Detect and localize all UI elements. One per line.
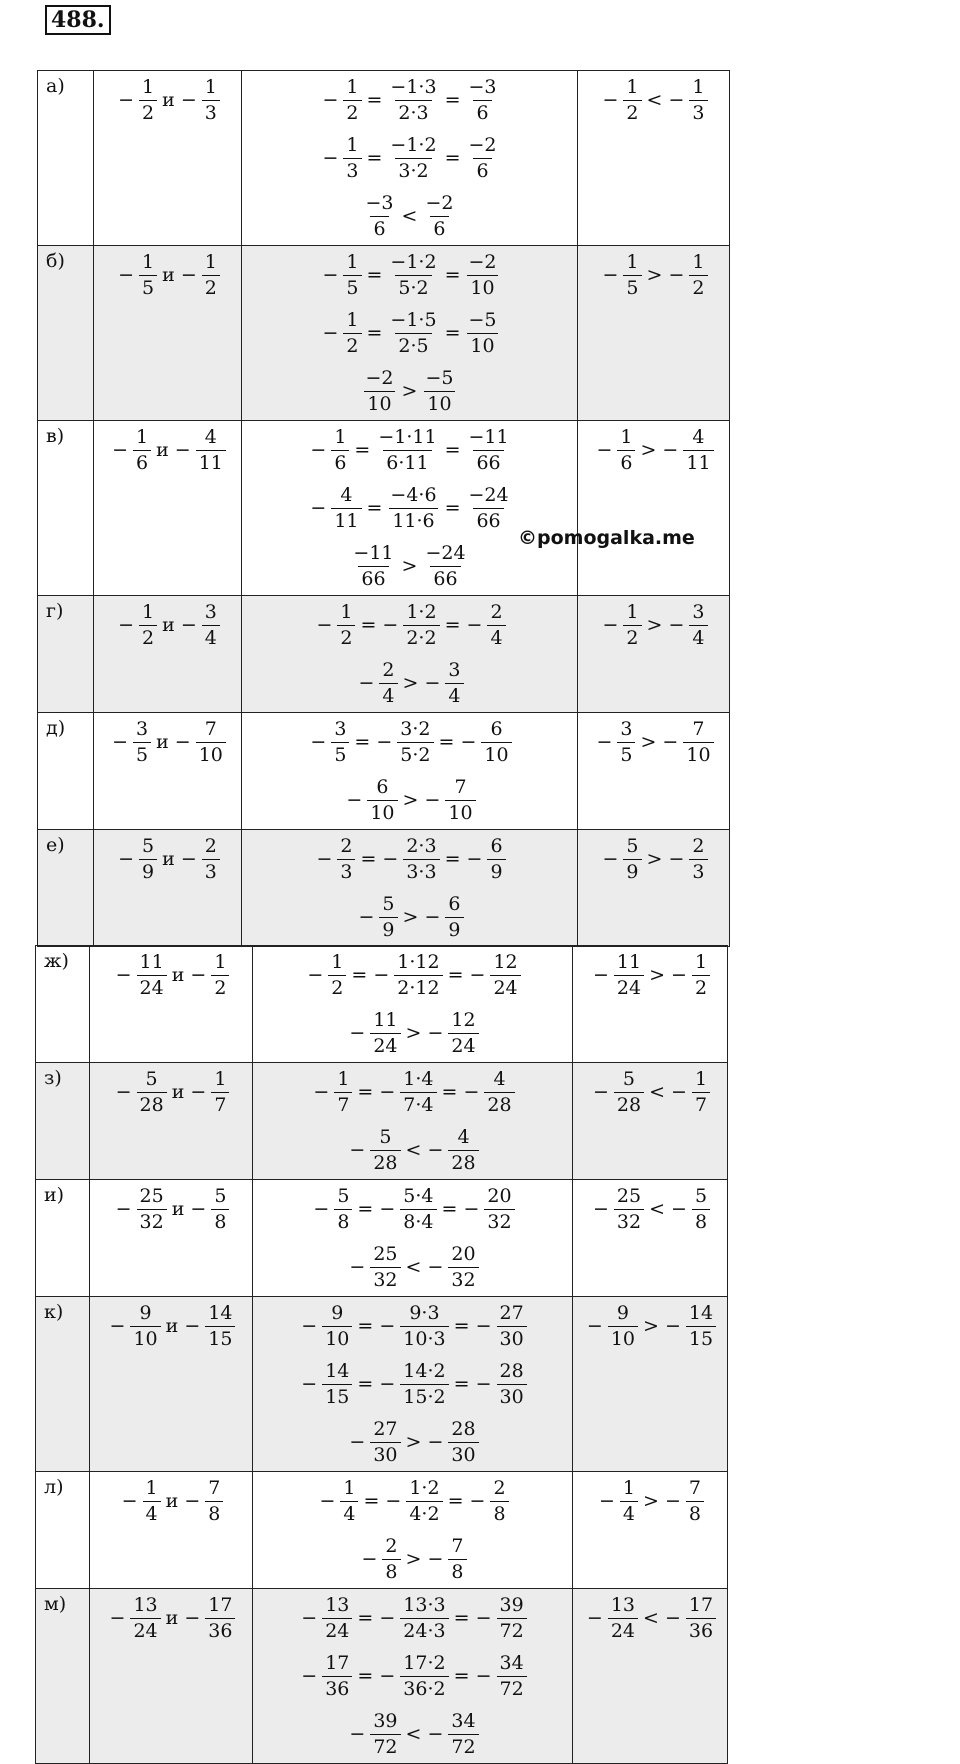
comparison-result: − $\frac{3}{5}$ > − $\frac{7}{10}$: [578, 713, 729, 771]
work-line: − $\frac{9}{10}$ = − $\frac{9\cdot 3}{10\cdot 3}$ = − $\frac{27}{30}$: [253, 1297, 572, 1355]
work-line: − $\frac{2}{4}$ > − $\frac{3}{4}$: [242, 654, 577, 712]
work-cell: [253, 1297, 573, 1472]
work-line: − $\frac{13}{24}$ = − $\frac{13\cdot 3}{24\cdot 3}$ = − $\frac{39}{72}$: [253, 1589, 572, 1647]
work-line: − $\frac{1}{2}$ = − $\frac{1\cdot 12}{2\cdot 12}$ = − $\frac{12}{24}$: [253, 946, 572, 1004]
row-label: г): [38, 596, 94, 713]
work-line: − $\frac{39}{72}$ < − $\frac{34}{72}$: [253, 1705, 572, 1763]
work-cell: [242, 830, 578, 947]
work-line: − $\frac{1}{2}$ = $\frac{-1\cdot 5}{2\cdot 5}$ = $\frac{-5}{10}$: [322, 308, 497, 357]
work-line: − $\frac{5}{8}$ = − $\frac{5\cdot 4}{8\cdot 4}$ = − $\frac{20}{32}$: [253, 1180, 572, 1238]
work-line: − $\frac{1}{4}$ = − $\frac{1\cdot 2}{4\cdot 2}$ = − $\frac{2}{8}$: [253, 1472, 572, 1530]
comparison-result: − $\frac{11}{24}$ > − $\frac{1}{2}$: [573, 946, 727, 1004]
row-label: в): [38, 421, 94, 596]
work-line: − $\frac{27}{30}$ > − $\frac{28}{30}$: [253, 1413, 572, 1471]
fraction-pair: − $\frac{3}{5}$ и − $\frac{7}{10}$: [94, 713, 241, 771]
work-line: − $\frac{11}{24}$ > − $\frac{12}{24}$: [253, 1004, 572, 1062]
comparison-result: − $\frac{1}{4}$ > − $\frac{7}{8}$: [573, 1472, 727, 1530]
fraction-pair: − $\frac{11}{24}$ и − $\frac{1}{2}$: [90, 946, 252, 1004]
solution-row: [38, 596, 730, 713]
work-line: $\frac{-11}{66}$ > $\frac{-24}{66}$: [353, 541, 466, 590]
work-line: $\frac{-3}{6}$ < $\frac{-2}{6}$: [365, 191, 454, 240]
fraction-pair: − $\frac{13}{24}$ и − $\frac{17}{36}$: [90, 1589, 252, 1647]
work-line: − $\frac{2}{3}$ = − $\frac{2\cdot 3}{3\cdot 3}$ = − $\frac{6}{9}$: [242, 830, 577, 888]
work-cell: [253, 1180, 573, 1297]
row-label: а): [38, 71, 94, 246]
fraction-pair: − $\frac{1}{2}$ и − $\frac{1}{3}$: [94, 71, 241, 129]
solution-row: [38, 421, 730, 596]
work-line: − $\frac{1}{2}$ = $\frac{-1\cdot 3}{2\cdot 3}$ = $\frac{-3}{6}$: [322, 75, 497, 124]
row-label: м): [36, 1589, 90, 1764]
work-line: − $\frac{2}{8}$ > − $\frac{7}{8}$: [253, 1530, 572, 1588]
row-label: е): [38, 830, 94, 947]
work-line: − $\frac{4}{11}$ = $\frac{-4\cdot 6}{11\cdot 6}$ = $\frac{-24}{66}$: [310, 483, 509, 532]
row-label: б): [38, 246, 94, 421]
work-line: − $\frac{5}{28}$ < − $\frac{4}{28}$: [253, 1121, 572, 1179]
solution-row: [38, 830, 730, 947]
comparison-result: − $\frac{1}{2}$ > − $\frac{3}{4}$: [578, 596, 729, 654]
solution-table-1: [37, 70, 730, 947]
comparison-result: − $\frac{1}{6}$ > − $\frac{4}{11}$: [578, 421, 729, 479]
work-cell: [253, 946, 573, 1063]
comparison-result: − $\frac{5}{28}$ < − $\frac{1}{7}$: [573, 1063, 727, 1121]
comparison-result: − $\frac{9}{10}$ > − $\frac{14}{15}$: [573, 1297, 727, 1355]
work-line: − $\frac{14}{15}$ = − $\frac{14\cdot 2}{15\cdot 2}$ = − $\frac{28}{30}$: [253, 1355, 572, 1413]
fraction-pair: − $\frac{5}{9}$ и − $\frac{2}{3}$: [94, 830, 241, 888]
solution-row: [36, 946, 728, 1063]
work-cell: [253, 1063, 573, 1180]
work-line: − $\frac{1}{7}$ = − $\frac{1\cdot 4}{7\cdot 4}$ = − $\frac{4}{28}$: [253, 1063, 572, 1121]
row-label: л): [36, 1472, 90, 1589]
work-line: − $\frac{5}{9}$ > − $\frac{6}{9}$: [242, 888, 577, 946]
fraction-pair: − $\frac{1}{5}$ и − $\frac{1}{2}$: [94, 246, 241, 304]
work-line: − $\frac{1}{5}$ = $\frac{-1\cdot 2}{5\cdot 2}$ = $\frac{-2}{10}$: [322, 250, 497, 299]
task-number: 488.: [45, 5, 111, 35]
solution-table-2: [35, 945, 728, 1764]
solution-row: [36, 1472, 728, 1589]
solution-row: [36, 1063, 728, 1180]
work-cell: [242, 713, 578, 830]
work-line: − $\frac{1}{6}$ = $\frac{-1\cdot 11}{6\cdot 11}$ = $\frac{-11}{66}$: [310, 425, 509, 474]
work-cell: [242, 71, 578, 246]
solution-row: [38, 71, 730, 246]
work-cell: [253, 1589, 573, 1764]
fraction-pair: − $\frac{5}{28}$ и − $\frac{1}{7}$: [90, 1063, 252, 1121]
solution-row: [38, 713, 730, 830]
comparison-result: − $\frac{1}{5}$ > − $\frac{1}{2}$: [578, 246, 729, 304]
fraction-pair: − $\frac{25}{32}$ и − $\frac{5}{8}$: [90, 1180, 252, 1238]
comparison-result: − $\frac{13}{24}$ < − $\frac{17}{36}$: [573, 1589, 727, 1647]
comparison-result: − $\frac{25}{32}$ < − $\frac{5}{8}$: [573, 1180, 727, 1238]
row-label: ж): [36, 946, 90, 1063]
row-label: з): [36, 1063, 90, 1180]
row-label: и): [36, 1180, 90, 1297]
work-line: − $\frac{6}{10}$ > − $\frac{7}{10}$: [242, 771, 577, 829]
solution-row: [36, 1180, 728, 1297]
row-label: к): [36, 1297, 90, 1472]
work-line: $\frac{-2}{10}$ > $\frac{-5}{10}$: [365, 366, 454, 415]
work-cell: [253, 1472, 573, 1589]
solution-row: [38, 246, 730, 421]
solution-row: [36, 1297, 728, 1472]
fraction-pair: − $\frac{1}{4}$ и − $\frac{7}{8}$: [90, 1472, 252, 1530]
work-cell: [242, 246, 578, 421]
watermark: ©pomogalka.me: [518, 527, 695, 549]
work-line: − $\frac{1}{2}$ = − $\frac{1\cdot 2}{2\cdot 2}$ = − $\frac{2}{4}$: [242, 596, 577, 654]
fraction-pair: − $\frac{9}{10}$ и − $\frac{14}{15}$: [90, 1297, 252, 1355]
fraction-pair: − $\frac{1}{6}$ и − $\frac{4}{11}$: [94, 421, 241, 479]
fraction-pair: − $\frac{1}{2}$ и − $\frac{3}{4}$: [94, 596, 241, 654]
work-line: − $\frac{25}{32}$ < − $\frac{20}{32}$: [253, 1238, 572, 1296]
work-line: − $\frac{3}{5}$ = − $\frac{3\cdot 2}{5\cdot 2}$ = − $\frac{6}{10}$: [242, 713, 577, 771]
comparison-result: − $\frac{5}{9}$ > − $\frac{2}{3}$: [578, 830, 729, 888]
comparison-result: − $\frac{1}{2}$ < − $\frac{1}{3}$: [578, 71, 729, 129]
work-line: − $\frac{1}{3}$ = $\frac{-1\cdot 2}{3\cdot 2}$ = $\frac{-2}{6}$: [322, 133, 497, 182]
work-cell: [242, 596, 578, 713]
row-label: д): [38, 713, 94, 830]
work-cell: [242, 421, 578, 596]
work-line: − $\frac{17}{36}$ = − $\frac{17\cdot 2}{36\cdot 2}$ = − $\frac{34}{72}$: [253, 1647, 572, 1705]
solution-row: [36, 1589, 728, 1764]
